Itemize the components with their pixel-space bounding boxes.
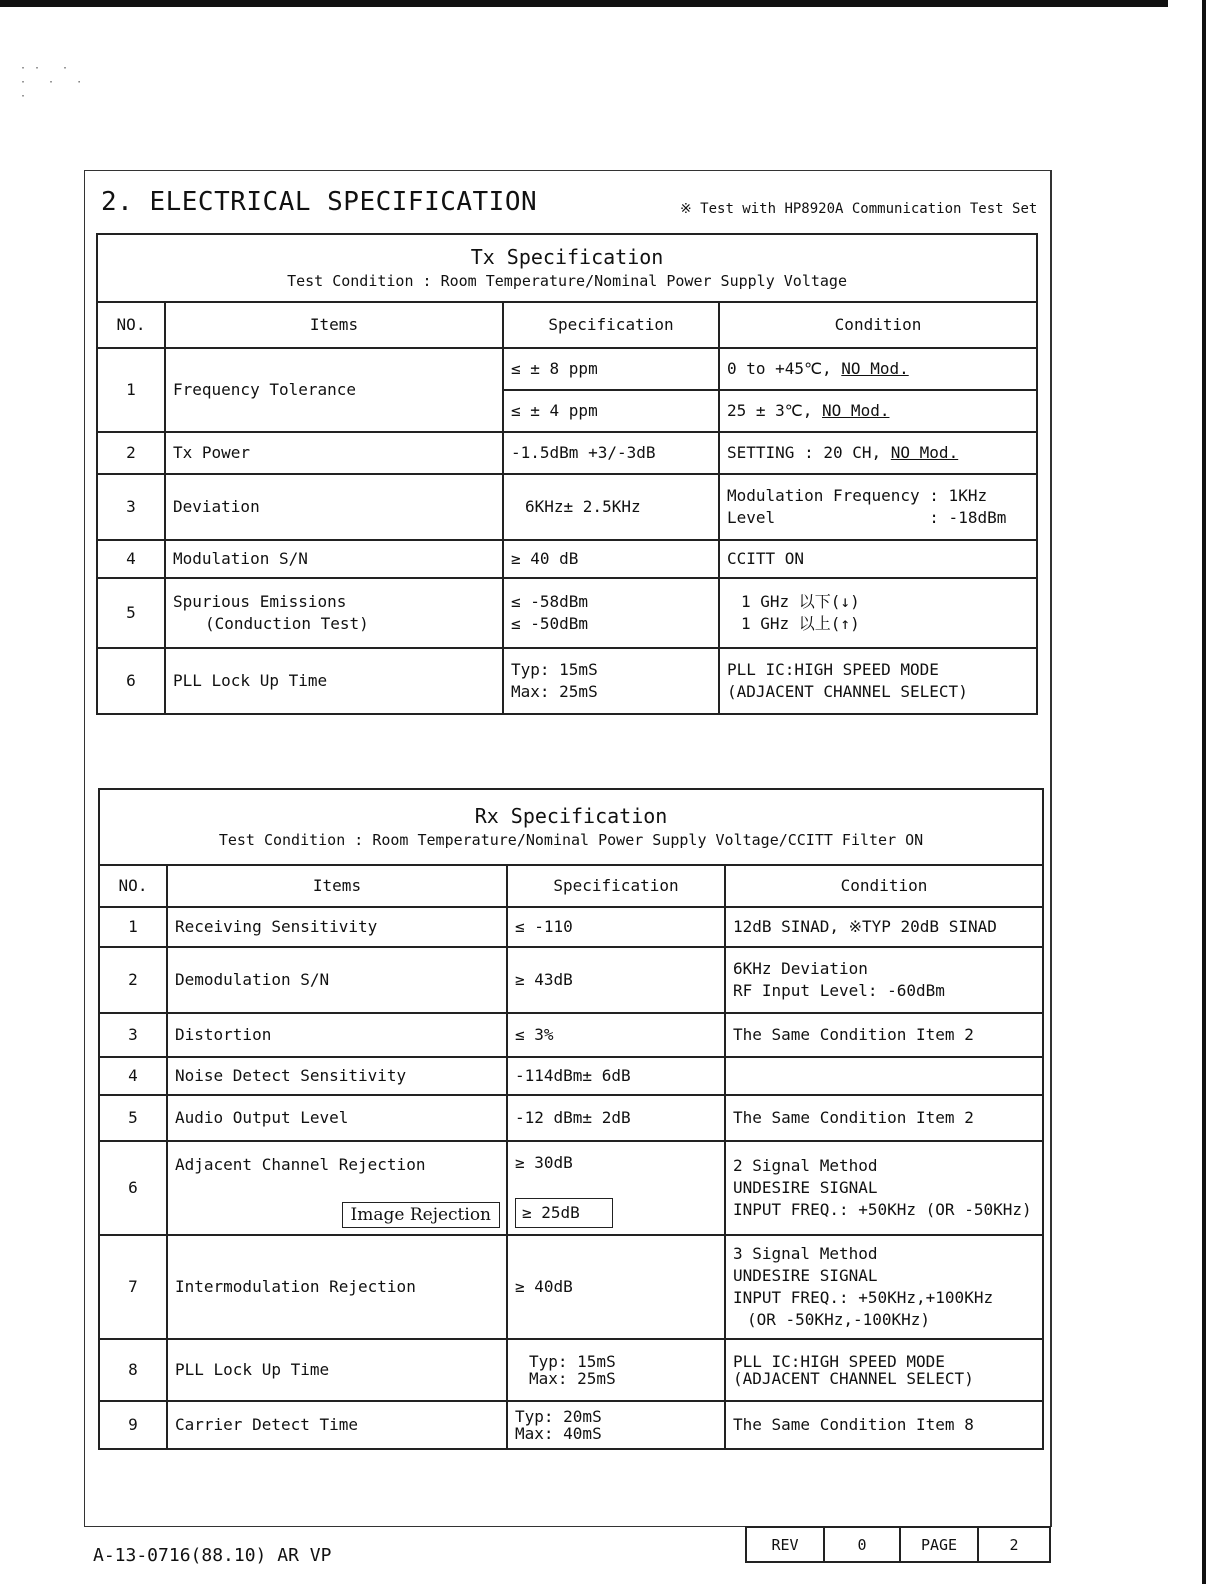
spec-line: ≤ -50dBm bbox=[511, 614, 589, 633]
cond-line: PLL IC:HIGH SPEED MODE bbox=[733, 1352, 945, 1371]
cond-line: 1 GHz 以上(↑) bbox=[741, 614, 860, 633]
row-spec bbox=[507, 1141, 725, 1235]
row-spec: ≤ ± 4 ppm bbox=[503, 390, 719, 432]
item-line: (Conduction Test) bbox=[205, 614, 369, 633]
row-spec: -114dBm± 6dB bbox=[507, 1057, 725, 1095]
cond-underlined: NO Mod. bbox=[841, 359, 909, 378]
tx-col-items: Items bbox=[165, 302, 503, 348]
row-spec bbox=[503, 648, 719, 714]
row-spec: ≥ 40dB bbox=[507, 1235, 725, 1339]
table-row bbox=[99, 947, 1043, 1013]
row-no: 1 bbox=[97, 348, 165, 432]
cond-line: Level : -18dBm bbox=[727, 508, 1007, 527]
tx-col-cond: Condition bbox=[719, 302, 1037, 348]
row-condition bbox=[719, 348, 1037, 390]
row-item: Carrier Detect Time bbox=[167, 1401, 507, 1449]
right-rule bbox=[1202, 0, 1206, 1584]
table-row bbox=[99, 907, 1043, 947]
row-item: Receiving Sensitivity bbox=[167, 907, 507, 947]
table-row bbox=[97, 540, 1037, 578]
cond-line: INPUT FREQ.: +50KHz (OR -50KHz) bbox=[733, 1200, 1032, 1219]
row-no: 2 bbox=[99, 947, 167, 1013]
row-item bbox=[165, 578, 503, 648]
scan-specks: ·· · · · · · bbox=[20, 63, 91, 102]
image-rejection-box: Image Rejection bbox=[342, 1202, 500, 1228]
top-rule bbox=[0, 0, 1168, 7]
item-line: Adjacent Channel Rejection bbox=[175, 1155, 426, 1174]
row-item: Deviation bbox=[165, 474, 503, 540]
tx-spec-table bbox=[96, 233, 1038, 715]
row-item: Noise Detect Sensitivity bbox=[167, 1057, 507, 1095]
cond-line: (ADJACENT CHANNEL SELECT) bbox=[733, 1369, 974, 1388]
cond-text: 0 to +45℃, bbox=[727, 359, 842, 378]
page-label: PAGE bbox=[900, 1527, 978, 1562]
row-condition bbox=[725, 1057, 1043, 1095]
rev-label: REV bbox=[746, 1527, 824, 1562]
row-item: Frequency Tolerance bbox=[165, 348, 503, 432]
row-condition bbox=[725, 1235, 1043, 1339]
tx-condition: Test Condition : Room Temperature/Nominal Power Supply Voltage bbox=[287, 272, 847, 290]
rx-col-spec: Specification bbox=[507, 865, 725, 907]
row-no: 3 bbox=[99, 1013, 167, 1057]
form-code: A-13-0716(88.10) AR VP bbox=[93, 1545, 332, 1566]
rx-table-title-cell bbox=[99, 789, 1043, 865]
row-condition: CCITT ON bbox=[719, 540, 1037, 578]
tx-title: Tx Specification bbox=[470, 245, 664, 269]
spec-line: Typ: 15mS bbox=[529, 1352, 616, 1371]
row-no: 5 bbox=[97, 578, 165, 648]
table-row bbox=[99, 1013, 1043, 1057]
row-no: 4 bbox=[97, 540, 165, 578]
rx-column-headers bbox=[99, 865, 1043, 907]
row-condition: The Same Condition Item 2 bbox=[725, 1013, 1043, 1057]
spec-line: Typ: 20mS bbox=[515, 1407, 602, 1426]
page-frame-right bbox=[1050, 170, 1052, 1527]
row-item: Distortion bbox=[167, 1013, 507, 1057]
rx-header-row bbox=[99, 789, 1043, 865]
row-condition: The Same Condition Item 8 bbox=[725, 1401, 1043, 1449]
cond-text: 25 ± 3℃, bbox=[727, 401, 823, 420]
row-spec bbox=[503, 474, 719, 540]
revision-page-box bbox=[745, 1526, 1051, 1563]
table-row bbox=[97, 432, 1037, 474]
row-condition bbox=[719, 648, 1037, 714]
row-spec bbox=[507, 1401, 725, 1449]
spec-line: Max: 25mS bbox=[529, 1369, 616, 1388]
tx-column-headers bbox=[97, 302, 1037, 348]
row-no: 7 bbox=[99, 1235, 167, 1339]
test-note: ※ Test with HP8920A Communication Test Set bbox=[680, 201, 1038, 217]
table-row bbox=[99, 1339, 1043, 1401]
row-spec: ≥ 40 dB bbox=[503, 540, 719, 578]
row-no: 1 bbox=[99, 907, 167, 947]
rx-col-items: Items bbox=[167, 865, 507, 907]
cond-line: RF Input Level: -60dBm bbox=[733, 981, 945, 1000]
row-item: PLL Lock Up Time bbox=[167, 1339, 507, 1401]
row-item: Tx Power bbox=[165, 432, 503, 474]
row-condition bbox=[725, 1339, 1043, 1401]
row-condition bbox=[719, 390, 1037, 432]
row-spec: ≤ -110 bbox=[507, 907, 725, 947]
row-spec: ≤ 3% bbox=[507, 1013, 725, 1057]
rx-title: Rx Specification bbox=[474, 804, 668, 828]
row-no: 6 bbox=[99, 1141, 167, 1235]
row-condition bbox=[725, 947, 1043, 1013]
row-item: PLL Lock Up Time bbox=[165, 648, 503, 714]
cond-line: UNDESIRE SIGNAL bbox=[733, 1178, 878, 1197]
cond-line: 6KHz Deviation bbox=[733, 959, 868, 978]
row-spec bbox=[503, 578, 719, 648]
spec-line: ≤ -58dBm bbox=[511, 592, 589, 611]
row-no: 3 bbox=[97, 474, 165, 540]
row-no: 6 bbox=[97, 648, 165, 714]
tx-col-no: NO. bbox=[97, 302, 165, 348]
section-title: 2. ELECTRICAL SPECIFICATION bbox=[101, 187, 538, 217]
row-condition bbox=[725, 1141, 1043, 1235]
rev-value: 0 bbox=[824, 1527, 900, 1562]
table-row bbox=[97, 648, 1037, 714]
row-spec bbox=[507, 1339, 725, 1401]
cond-underlined: NO Mod. bbox=[890, 443, 959, 462]
table-row bbox=[99, 1141, 1043, 1235]
tx-col-spec: Specification bbox=[503, 302, 719, 348]
row-condition bbox=[719, 474, 1037, 540]
row-item: Intermodulation Rejection bbox=[167, 1235, 507, 1339]
row-no: 8 bbox=[99, 1339, 167, 1401]
row-item: Audio Output Level bbox=[167, 1095, 507, 1141]
row-condition: The Same Condition Item 2 bbox=[725, 1095, 1043, 1141]
rx-col-cond: Condition bbox=[725, 865, 1043, 907]
row-condition: 12dB SINAD, ※TYP 20dB SINAD bbox=[725, 907, 1043, 947]
cond-line: (OR -50KHz,-100KHz) bbox=[747, 1310, 931, 1329]
spec-text: 6KHz± 2.5KHz bbox=[525, 497, 641, 516]
row-spec: ≥ 43dB bbox=[507, 947, 725, 1013]
row-condition bbox=[719, 578, 1037, 648]
row-no: 9 bbox=[99, 1401, 167, 1449]
image-rejection-spec-box: ≥ 25dB bbox=[515, 1198, 613, 1228]
table-row bbox=[99, 1057, 1043, 1095]
cond-line: 1 GHz 以下(↓) bbox=[741, 592, 860, 611]
rx-condition: Test Condition : Room Temperature/Nominal Power Supply Voltage/CCITT Filter ON bbox=[218, 831, 924, 849]
spec-line: Max: 25mS bbox=[511, 682, 598, 701]
row-no: 2 bbox=[97, 432, 165, 474]
table-row bbox=[99, 1401, 1043, 1449]
cond-line: PLL IC:HIGH SPEED MODE bbox=[727, 660, 939, 679]
cond-text: SETTING : 20 CH, bbox=[727, 443, 891, 462]
cond-line: 2 Signal Method bbox=[733, 1156, 878, 1175]
table-row bbox=[97, 348, 1037, 390]
spec-line: Max: 40mS bbox=[515, 1424, 602, 1443]
row-spec: -1.5dBm +3/-3dB bbox=[503, 432, 719, 474]
cond-line: Modulation Frequency : 1KHz bbox=[727, 486, 988, 505]
row-item: Modulation S/N bbox=[165, 540, 503, 578]
rx-spec-table bbox=[98, 788, 1044, 1450]
row-no: 4 bbox=[99, 1057, 167, 1095]
cond-line: UNDESIRE SIGNAL bbox=[733, 1266, 878, 1285]
cond-line: (ADJACENT CHANNEL SELECT) bbox=[727, 682, 968, 701]
spec-line: Typ: 15mS bbox=[511, 660, 598, 679]
item-line: Spurious Emissions bbox=[173, 592, 347, 611]
table-row bbox=[99, 1235, 1043, 1339]
cond-line: 3 Signal Method bbox=[733, 1244, 878, 1263]
page-value: 2 bbox=[978, 1527, 1050, 1562]
tx-table-title-cell bbox=[97, 234, 1037, 302]
row-spec: ≤ ± 8 ppm bbox=[503, 348, 719, 390]
tx-header-row bbox=[97, 234, 1037, 302]
cond-underlined: NO Mod. bbox=[822, 401, 890, 420]
table-row bbox=[97, 474, 1037, 540]
row-condition bbox=[719, 432, 1037, 474]
table-row bbox=[97, 578, 1037, 648]
cond-line: INPUT FREQ.: +50KHz,+100KHz bbox=[733, 1288, 994, 1307]
table-row bbox=[99, 1095, 1043, 1141]
row-spec: -12 dBm± 2dB bbox=[507, 1095, 725, 1141]
row-item: Demodulation S/N bbox=[167, 947, 507, 1013]
spec-line: ≥ 30dB bbox=[515, 1153, 573, 1172]
row-no: 5 bbox=[99, 1095, 167, 1141]
row-item bbox=[167, 1141, 507, 1235]
rx-col-no: NO. bbox=[99, 865, 167, 907]
